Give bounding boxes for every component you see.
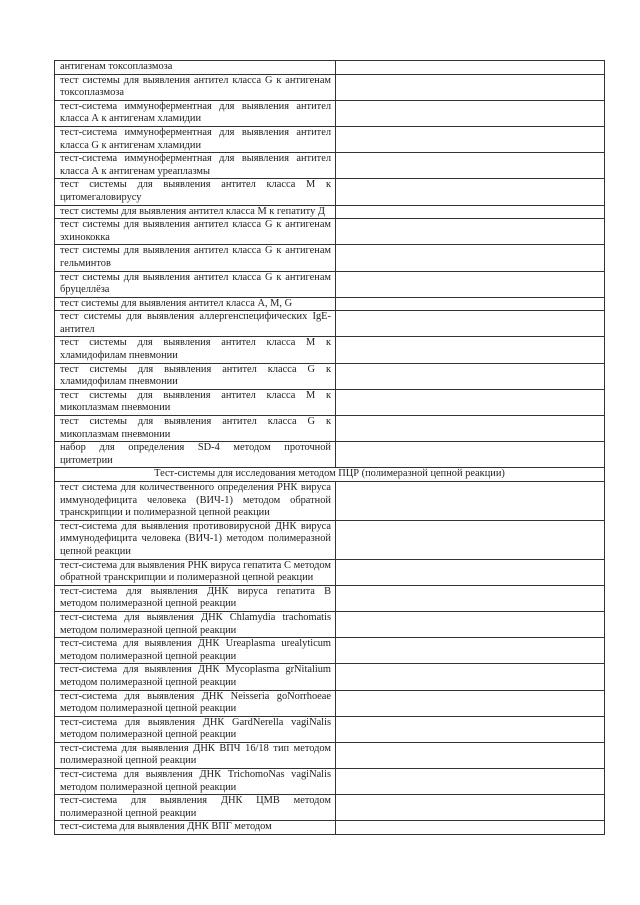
test-system-name-cell: тест-система для выявления ДНК Neisseria goNorrhoeae методом полимеразной цепной реакции: [55, 690, 336, 716]
test-system-name-cell: тест-система для выявления ДНК TrichomoNas vagiNalis методом полимеразной цепной реакции: [55, 769, 336, 795]
table-row: [55, 74, 605, 100]
table-row: [55, 716, 605, 742]
value-cell: [336, 363, 605, 389]
table-row: [55, 638, 605, 664]
table-row: [55, 795, 605, 821]
test-system-name-cell: тест системы для выявления антител класса А, М, G: [55, 297, 336, 311]
immunoassay-rows: [55, 61, 605, 468]
table-row: [55, 179, 605, 205]
table-row: [55, 363, 605, 389]
value-cell: [336, 416, 605, 442]
test-system-name-cell: тест-система для выявления ДНК Chlamydia trachomatis методом полимеразной цепной реакции: [55, 611, 336, 637]
value-cell: [336, 271, 605, 297]
test-system-name-cell: тест системы для выявления антител класса G к антигенам гельминтов: [55, 245, 336, 271]
test-system-name-cell: тест-система для выявления противовирусной ДНК вируса иммунодефицита человека (ВИЧ-1) методом полимеразной цепной реакции: [55, 520, 336, 559]
test-system-name-cell: тест-система для выявления РНК вируса гепатита С методом обратной транскрипции и полимеразной цепной реакции: [55, 559, 336, 585]
test-system-name-cell: тест-система для выявления ДНК ЦМВ методом полимеразной цепной реакции: [55, 795, 336, 821]
table-row: [55, 126, 605, 152]
value-cell: [336, 664, 605, 690]
value-cell: [336, 769, 605, 795]
test-systems-table: [54, 60, 605, 835]
value-cell: [336, 442, 605, 468]
value-cell: [336, 219, 605, 245]
section-heading-row: [55, 468, 605, 482]
table-row: [55, 61, 605, 75]
test-system-name-cell: тест-система для выявления ДНК вируса гепатита В методом полимеразной цепной реакции: [55, 585, 336, 611]
value-cell: [336, 153, 605, 179]
value-cell: [336, 389, 605, 415]
test-system-name-cell: тест системы для выявления антител класса М к хламидофилам пневмонии: [55, 337, 336, 363]
value-cell: [336, 821, 605, 835]
value-cell: [336, 337, 605, 363]
test-system-name-cell: тест-система для выявления ДНК ВПЧ 16/18 тип методом полимеразной цепной реакции: [55, 742, 336, 768]
pcr-rows: [55, 482, 605, 835]
table-row: [55, 416, 605, 442]
value-cell: [336, 585, 605, 611]
table-row: [55, 205, 605, 219]
table-row: [55, 389, 605, 415]
table-row: [55, 245, 605, 271]
value-cell: [336, 795, 605, 821]
test-system-name-cell: тест-система для выявления ДНК Mycoplasma grNitalium методом полимеразной цепной реакции: [55, 664, 336, 690]
test-system-name-cell: тест системы для выявления антител класса М к гепатиту Д: [55, 205, 336, 219]
test-system-name-cell: тест системы для выявления антител класса G к хламидофилам пневмонии: [55, 363, 336, 389]
value-cell: [336, 74, 605, 100]
table-row: [55, 153, 605, 179]
table-row: [55, 611, 605, 637]
value-cell: [336, 297, 605, 311]
test-system-name-cell: тест системы для выявления антител класса М к цитомегаловирусу: [55, 179, 336, 205]
test-system-name-cell: тест-система иммуноферментная для выявления антител класса G к антигенам хламидии: [55, 126, 336, 152]
pcr-section: [55, 468, 605, 482]
value-cell: [336, 690, 605, 716]
value-cell: [336, 559, 605, 585]
test-system-name-cell: тест системы для выявления антител класса G к антигенам эхинококка: [55, 219, 336, 245]
section-heading: Тест-системы для исследования методом ПЦР (полимеразной цепной реакции): [55, 468, 605, 482]
table-row: [55, 664, 605, 690]
table-row: [55, 821, 605, 835]
table-row: [55, 100, 605, 126]
test-system-name-cell: тест системы для выявления антител класса М к микоплазмам пневмонии: [55, 389, 336, 415]
table-row: [55, 442, 605, 468]
test-system-name-cell: набор для определения SD-4 методом проточной цитометрии: [55, 442, 336, 468]
test-system-name-cell: тест-система для выявления ДНК Ureaplasma urealyticum методом полимеразной цепной реакции: [55, 638, 336, 664]
table-row: [55, 482, 605, 521]
table-row: [55, 271, 605, 297]
value-cell: [336, 742, 605, 768]
value-cell: [336, 638, 605, 664]
test-system-name-cell: тест системы для выявления антител класса G к антигенам токсоплазмоза: [55, 74, 336, 100]
table-row: [55, 690, 605, 716]
test-system-name-cell: тест система для количественного определения РНК вируса иммунодефицита человека (ВИЧ-1) методом обратной транскрипции и полимеразной цепной реакции: [55, 482, 336, 521]
table-row: [55, 585, 605, 611]
test-system-name-cell: тест-система иммуноферментная для выявления антител класса А к антигенам уреаплазмы: [55, 153, 336, 179]
test-system-name-cell: тест системы для выявления антител класса G к микоплазмам пневмонии: [55, 416, 336, 442]
value-cell: [336, 482, 605, 521]
table-row: [55, 742, 605, 768]
test-system-name-cell: антигенам токсоплазмоза: [55, 61, 336, 75]
value-cell: [336, 100, 605, 126]
test-system-name-cell: тест-система для выявления ДНК GardNerella vagiNalis методом полимеразной цепной реакции: [55, 716, 336, 742]
table-row: [55, 559, 605, 585]
table-row: [55, 219, 605, 245]
table-row: [55, 311, 605, 337]
table-row: [55, 769, 605, 795]
test-system-name-cell: тест системы для выявления аллергенспецифических IgE-антител: [55, 311, 336, 337]
value-cell: [336, 179, 605, 205]
value-cell: [336, 205, 605, 219]
table-row: [55, 297, 605, 311]
test-system-name-cell: тест системы для выявления антител класса G к антигенам бруцеллёза: [55, 271, 336, 297]
table-row: [55, 337, 605, 363]
value-cell: [336, 520, 605, 559]
test-system-name-cell: тест-система иммуноферментная для выявления антител класса А к антигенам хламидии: [55, 100, 336, 126]
table-row: [55, 520, 605, 559]
value-cell: [336, 311, 605, 337]
test-system-name-cell: тест-система для выявления ДНК ВПГ методом: [55, 821, 336, 835]
value-cell: [336, 126, 605, 152]
value-cell: [336, 61, 605, 75]
value-cell: [336, 611, 605, 637]
value-cell: [336, 245, 605, 271]
value-cell: [336, 716, 605, 742]
